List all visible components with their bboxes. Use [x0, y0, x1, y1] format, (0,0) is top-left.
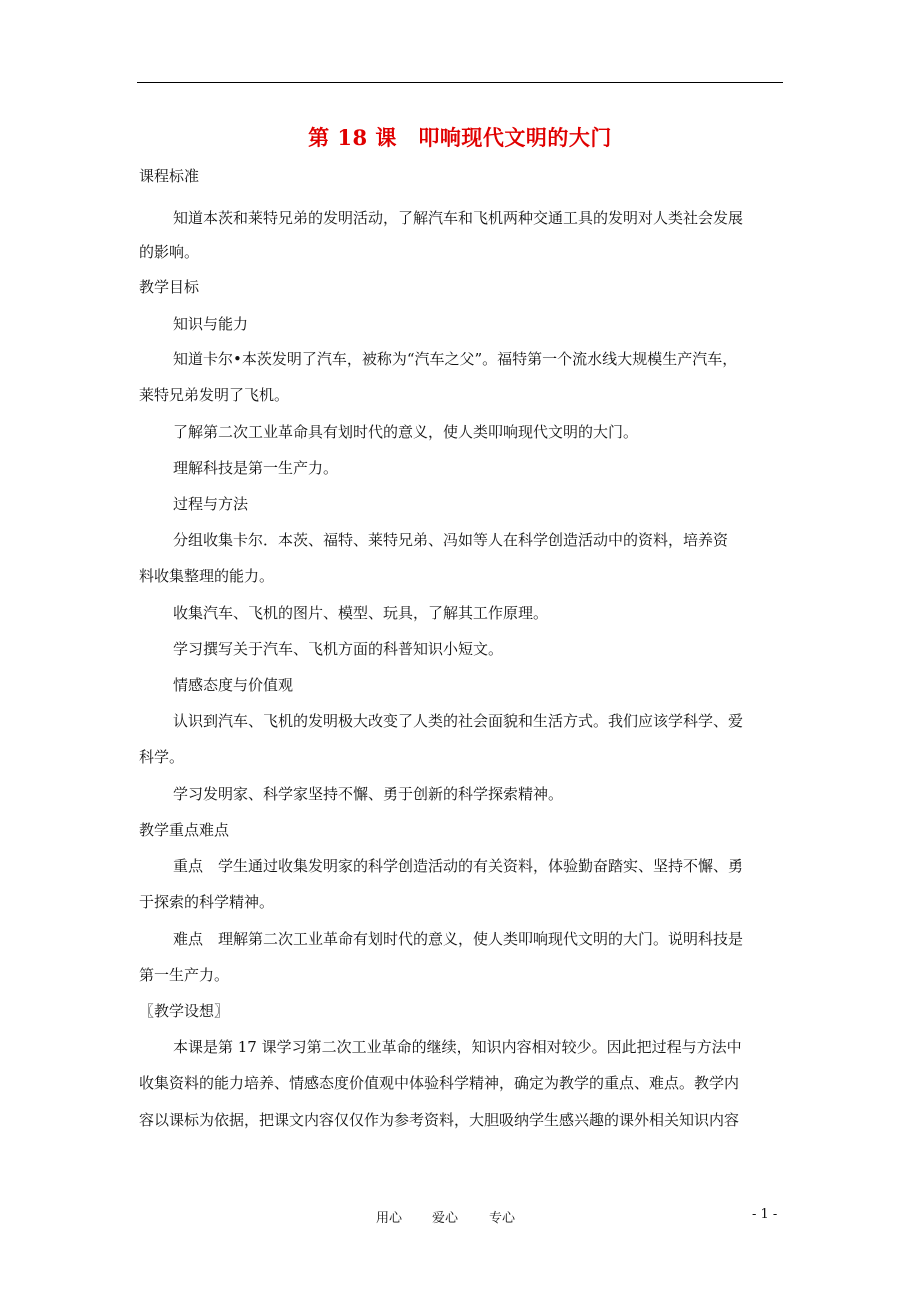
footer-motto-3: 专心 [489, 1211, 516, 1226]
paragraph-line: 的影响。 [139, 243, 200, 261]
page-number: - 1 - [752, 1207, 778, 1222]
paragraph-line: 理解科技是第一生产力。 [173, 459, 339, 477]
subheading-knowledge: 知识与能力 [173, 315, 249, 333]
section-heading-curriculum: 课程标准 [139, 167, 200, 185]
paragraph-line: 料收集整理的能力。 [139, 567, 275, 585]
paragraph-line: 学习发明家、科学家坚持不懈、勇于创新的科学探索精神。 [173, 785, 564, 803]
paragraph-line: 学习撰写关于汽车、飞机方面的科普知识小短文。 [173, 640, 504, 658]
paragraph-line: 收集资料的能力培养、情感态度价值观中体验科学精神，确定为教学的重点、难点。教学内 [139, 1074, 740, 1092]
section-heading-key-points: 教学重点难点 [139, 821, 230, 839]
paragraph-line: 分组收集卡尔．本茨、福特、莱特兄弟、冯如等人在科学创造活动中的资料，培养资 [173, 531, 729, 549]
footer-motto-2: 爱心 [432, 1211, 459, 1226]
paragraph-line: 知道本茨和莱特兄弟的发明活动，了解汽车和飞机两种交通工具的发明对人类社会发展 [173, 209, 744, 227]
section-heading-design: 〖教学设想〗 [139, 1002, 230, 1020]
paragraph-line: 知道卡尔•本茨发明了汽车，被称为“汽车之父”。福特第一个流水线大规模生产汽车， [173, 350, 738, 368]
paragraph-line: 容以课标为依据，把课文内容仅仅作为参考资料，大胆吸纳学生感兴趣的课外相关知识内容 [139, 1111, 740, 1129]
paragraph-line: 于探索的科学精神。 [139, 893, 275, 911]
subheading-process: 过程与方法 [173, 495, 249, 513]
paragraph-line: 第一生产力。 [139, 966, 230, 984]
paragraph-line: 重点 学生通过收集发明家的科学创造活动的有关资料，体验勤奋踏实、坚持不懈、勇 [173, 857, 744, 875]
paragraph-line: 收集汽车、飞机的图片、模型、玩具，了解其工作原理。 [173, 604, 549, 622]
paragraph-line: 认识到汽车、飞机的发明极大改变了人类的社会面貌和生活方式。我们应该学科学、爱 [173, 712, 744, 730]
subheading-emotion: 情感态度与价值观 [173, 676, 294, 694]
section-heading-goals: 教学目标 [139, 278, 200, 296]
paragraph-line: 本课是第 17 课学习第二次工业革命的继续，知识内容相对较少。因此把过程与方法中 [173, 1038, 742, 1056]
paragraph-line: 难点 理解第二次工业革命有划时代的意义，使人类叩响现代文明的大门。说明科技是 [173, 930, 744, 948]
paragraph-line: 科学。 [139, 748, 185, 766]
footer-motto-1: 用心 [376, 1211, 403, 1226]
page-title: 第 18 课 叩响现代文明的大门 [308, 125, 612, 150]
paragraph-line: 了解第二次工业革命具有划时代的意义，使人类叩响现代文明的大门。 [173, 423, 639, 441]
paragraph-line: 莱特兄弟发明了飞机。 [139, 386, 290, 404]
header-rule [137, 82, 783, 83]
